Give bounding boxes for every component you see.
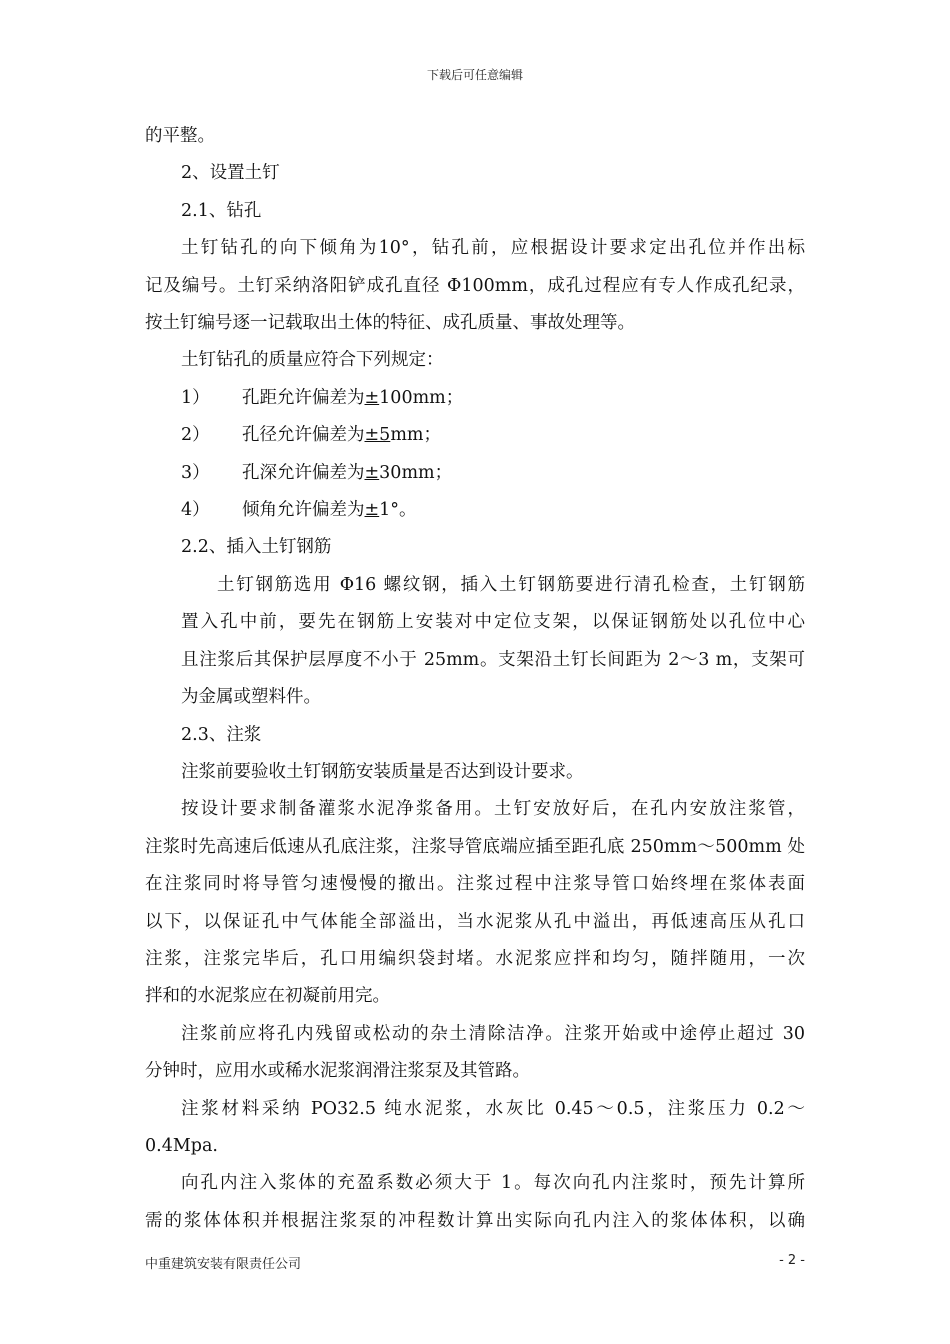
list-value: 1°。 [379, 500, 417, 521]
list-value: 30mm； [379, 462, 453, 483]
plus-minus-sign: ± [364, 387, 380, 408]
page-header: 下载后可任意编辑 [426, 68, 523, 82]
paragraph-line: 土钉钻孔的向下倾角为10°，钻孔前，应根据设计要求定出孔位并作出标 [181, 238, 805, 259]
document-body [145, 118, 805, 1240]
plus-minus-sign: ±5 [364, 425, 391, 446]
paragraph-line: 注浆时先高速后低速从孔底注浆，注浆导管底端应插至距孔底 250mm～500mm 处 [145, 836, 805, 857]
list-item [145, 492, 805, 529]
paragraph-line: 置入孔中前，要先在钢筋上安装对中定位支架，以保证钢筋处以孔位中心 [181, 612, 805, 633]
list-text: 孔径允许偏差为 [242, 425, 365, 446]
paragraph-line: 分钟时，应用水或稀水泥浆润滑注浆泵及其管路。 [145, 1061, 530, 1082]
paragraph-line: 在注浆同时将导管匀速慢慢的撤出。注浆过程中注浆导管口始终埋在浆体表面 [145, 874, 805, 895]
paragraph-line: 注浆前应将孔内残留或松动的杂土清除洁净。注浆开始或中途停止超过 30 [181, 1023, 805, 1044]
list-value: 100mm； [379, 387, 464, 408]
page-number: - 2 - [779, 1253, 805, 1268]
subsection-heading: 2.1、钻孔 [181, 200, 262, 221]
list-value: mm； [390, 425, 442, 446]
paragraph-line: 注浆前要验收土钉钢筋安装质量是否达到设计要求。 [181, 761, 584, 782]
paragraph-line: 注浆，注浆完毕后，孔口用编织袋封堵。水泥浆应拌和均匀，随拌随用，一次 [145, 948, 805, 969]
paragraph-line: 以下，以保证孔中气体能全部溢出，当水泥浆从孔中溢出，再低速高压从孔口 [145, 911, 805, 932]
paragraph-line: 需的浆体体积并根据注浆泵的冲程数计算出实际向孔内注入的浆体体积，以确 [145, 1210, 805, 1231]
paragraph-line: 向孔内注入浆体的充盈系数必须大于 1。每次向孔内注浆时，预先计算所 [181, 1173, 805, 1194]
plus-minus-sign: ± [364, 500, 380, 521]
footer-company: 中重建筑安装有限责任公司 [145, 1257, 302, 1272]
subsection-heading: 2.2、插入土钉钢筋 [181, 537, 332, 558]
list-text: 孔距允许偏差为 [242, 387, 365, 408]
paragraph-line: 土钉钢筋选用 Φ16 螺纹钢，插入土钉钢筋要进行清孔检查，土钉钢筋 [217, 574, 805, 595]
list-item [145, 380, 805, 417]
paragraph-line: 按土钉编号逐一记载取出土体的特征、成孔质量、事故处理等。 [145, 313, 635, 334]
paragraph-line: 0.4Mpa. [145, 1135, 218, 1156]
paragraph-line: 的平整。 [145, 126, 215, 146]
paragraph-line: 土钉钻孔的质量应符合下列规定： [181, 350, 444, 371]
paragraph-line: 为金属或塑料件。 [181, 687, 321, 708]
paragraph-line: 记及编号。土钉采纳洛阳铲成孔直径 Φ100mm，成孔过程应有专人作成孔纪录， [145, 275, 805, 296]
list-number: 3） [181, 462, 210, 483]
paragraph-line: 按设计要求制备灌浆水泥净浆备用。土钉安放好后，在孔内安放注浆管， [181, 799, 805, 820]
paragraph-line: 拌和的水泥浆应在初凝前用完。 [145, 986, 390, 1007]
section-heading: 2、设置土钉 [181, 163, 280, 184]
subsection-heading: 2.3、注浆 [181, 724, 262, 745]
list-number: 2） [181, 425, 210, 446]
list-item [145, 455, 805, 492]
plus-minus-sign: ± [364, 462, 380, 483]
list-number: 4） [181, 500, 210, 521]
paragraph-line: 且注浆后其保护层厚度不小于 25mm。支架沿土钉长间距为 2～3 m，支架可 [181, 649, 805, 670]
list-item [145, 417, 805, 454]
list-text: 倾角允许偏差为 [242, 500, 365, 521]
list-text: 孔深允许偏差为 [242, 462, 365, 483]
paragraph-line: 注浆材料采纳 PO32.5 纯水泥浆，水灰比 0.45～0.5，注浆压力 0.2～ [181, 1098, 805, 1119]
list-number: 1） [181, 387, 210, 408]
